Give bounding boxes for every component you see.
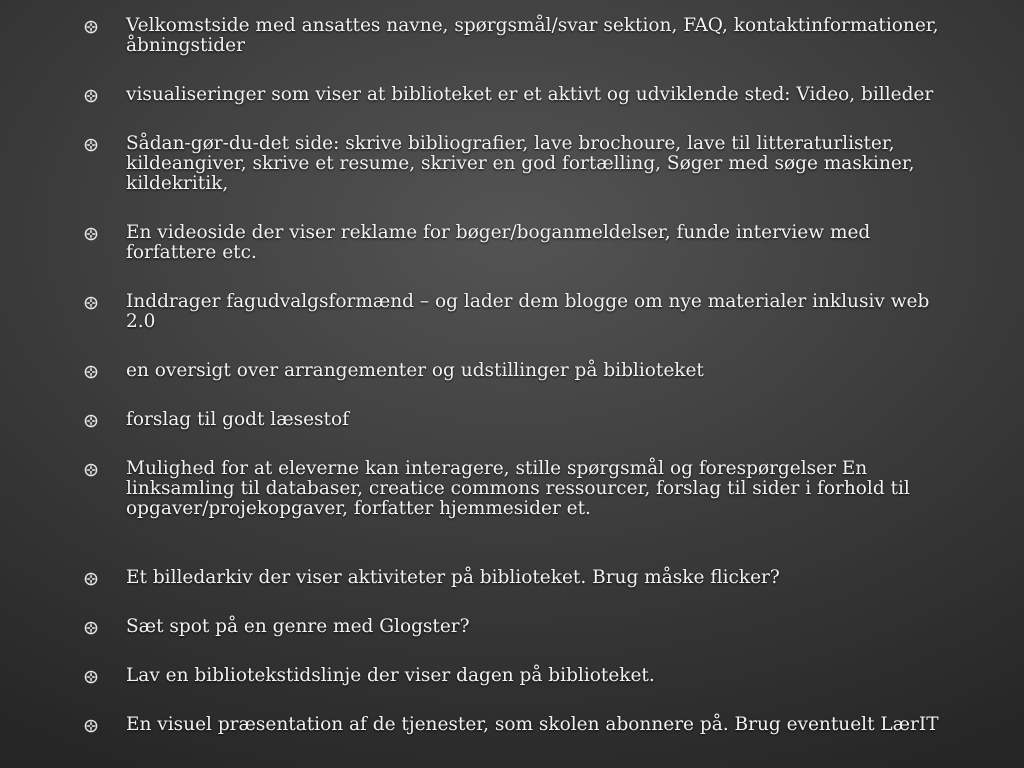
bullet-text: Sæt spot på en genre med Glogster?	[126, 616, 470, 637]
bullet-item	[84, 715, 944, 735]
bullet-text: Lav en bibliotekstidslinje der viser dagen på biblioteket.	[126, 665, 655, 686]
bullet-item	[84, 617, 944, 637]
compass-rose-icon	[84, 296, 98, 310]
compass-rose-icon	[84, 138, 98, 152]
compass-rose-icon	[84, 414, 98, 428]
bullet-text: Mulighed for at eleverne kan interagere, stille spørgsmål og forespørgelser En linksamling til databaser, creatice commons ressourcer, forslag til sider i forhold til opgaver/projekopgaver, forfatter hjemmesider et.	[126, 458, 910, 519]
compass-rose-icon	[84, 572, 98, 586]
bullet-item	[84, 568, 944, 588]
compass-rose-icon	[84, 670, 98, 684]
bullet-list	[84, 14, 944, 735]
compass-rose-icon	[84, 227, 98, 241]
bullet-item	[84, 666, 944, 686]
compass-rose-icon	[84, 365, 98, 379]
bullet-text: en oversigt over arrangementer og udstillinger på biblioteket	[126, 360, 704, 381]
bullet-text: Inddrager fagudvalgsformænd – og lader dem blogge om nye materialer inklusiv web 2.0	[126, 291, 930, 332]
bullet-text: Velkomstside med ansattes navne, spørgsmål/svar sektion, FAQ, kontaktinformationer, åbningstider	[126, 15, 939, 56]
bullet-item	[84, 459, 944, 519]
bullet-item	[84, 223, 944, 263]
bullet-item	[84, 134, 944, 194]
bullet-text: Sådan-gør-du-det side: skrive bibliografier, lave brochoure, lave til litteraturlister, kildeangiver, skrive et resume, skriver en god fortælling, Søger med søge maskiner, kildekritik,	[126, 133, 915, 194]
compass-rose-icon	[84, 463, 98, 477]
compass-rose-icon	[84, 89, 98, 103]
bullet-text: forslag til godt læsestof	[126, 409, 349, 430]
bullet-item	[84, 292, 944, 332]
compass-rose-icon	[84, 621, 98, 635]
bullet-text: visualiseringer som viser at biblioteket er et aktivt og udviklende sted: Video, billeder	[126, 84, 934, 105]
compass-rose-icon	[84, 20, 98, 34]
bullet-item	[84, 16, 944, 56]
bullet-item	[84, 85, 944, 105]
bullet-item	[84, 410, 944, 430]
bullet-text: En visuel præsentation af de tjenester, som skolen abonnere på. Brug eventuelt LærIT	[126, 714, 939, 735]
bullet-text: En videoside der viser reklame for bøger/boganmeldelser, funde interview med forfattere etc.	[126, 222, 871, 263]
compass-rose-icon	[84, 719, 98, 733]
bullet-item	[84, 361, 944, 381]
bullet-text: Et billedarkiv der viser aktiviteter på biblioteket. Brug måske flicker?	[126, 567, 780, 588]
